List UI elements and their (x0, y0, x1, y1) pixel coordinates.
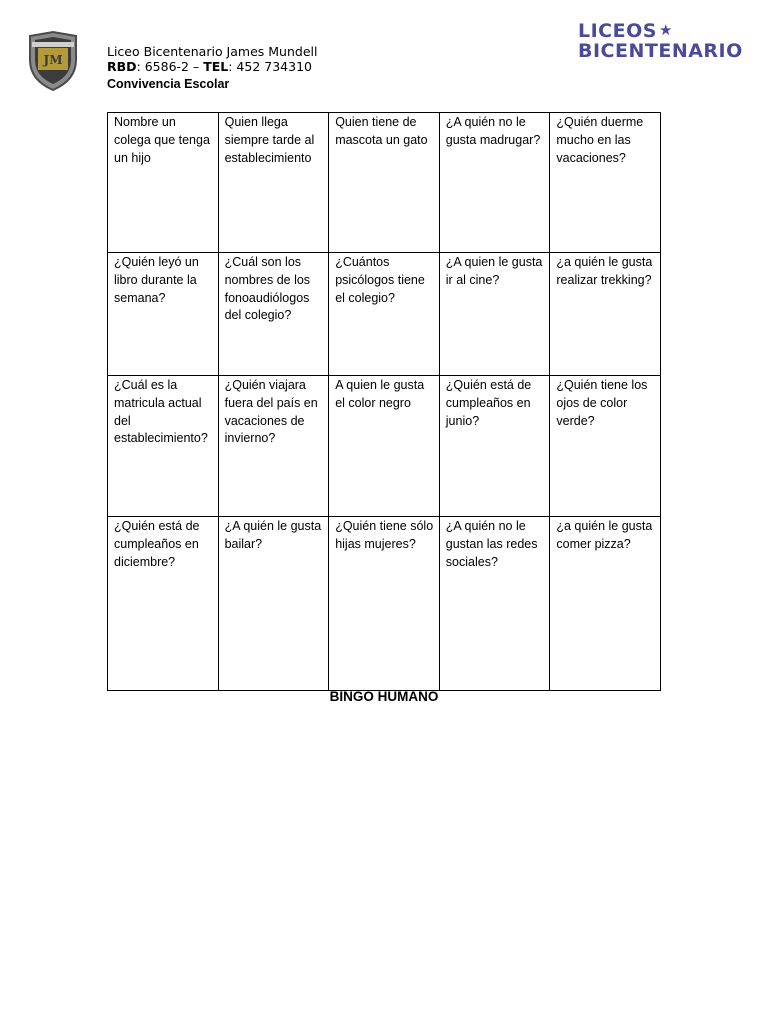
bingo-cell: ¿Quién leyó un libro durante la semana? (108, 253, 219, 376)
bingo-row (108, 517, 661, 691)
bingo-cell: ¿Quién tiene los ojos de color verde? (550, 376, 661, 517)
bingo-cell: ¿A quién le gusta bailar? (218, 517, 329, 691)
bingo-cell: ¿A quién no le gustan las redes sociales? (439, 517, 550, 691)
school-crest-logo (26, 30, 80, 92)
svg-text:JM: JM (43, 53, 63, 67)
bingo-cell: ¿Quién tiene sólo hijas mujeres? (329, 517, 440, 691)
bingo-cell: ¿Quién viajara fuera del país en vacaciones de invierno? (218, 376, 329, 517)
department-name: Convivencia Escolar (107, 77, 230, 91)
bingo-cell: ¿Quién está de cumpleaños en junio? (439, 376, 550, 517)
brand-line-1: LICEOS ★ (578, 20, 673, 42)
bingo-cell: ¿A quién no le gusta madrugar? (439, 113, 550, 253)
star-icon: ★ (658, 21, 673, 39)
bingo-cell: ¿Cuál es la matricula actual del establecimiento? (108, 376, 219, 517)
bingo-row (108, 253, 661, 376)
school-info (107, 44, 317, 92)
liceos-bicentenario-logo (578, 20, 743, 61)
tel-label: TEL (203, 59, 229, 74)
bingo-cell: ¿Quién duerme mucho en las vacaciones? (550, 113, 661, 253)
bingo-title: BINGO HUMANO (329, 689, 439, 704)
bingo-cell: ¿Cuál son los nombres de los fonoaudiólogos del colegio? (218, 253, 329, 376)
bingo-cell: Quien tiene de mascota un gato (329, 113, 440, 253)
bingo-row (108, 376, 661, 517)
bingo-cell: Quien llega siempre tarde al establecimiento (218, 113, 329, 253)
bingo-cell: ¿a quién le gusta comer pizza? (550, 517, 661, 691)
tel-value: : 452 734310 (228, 59, 312, 74)
rbd-label: RBD (107, 59, 137, 74)
bingo-row (108, 113, 661, 253)
bingo-cell: ¿A quien le gusta ir al cine? (439, 253, 550, 376)
bingo-grid (107, 112, 661, 691)
bingo-cell: ¿a quién le gusta realizar trekking? (550, 253, 661, 376)
bingo-cell: ¿Cuántos psicólogos tiene el colegio? (329, 253, 440, 376)
rbd-value: : 6586-2 – (136, 59, 204, 74)
school-contact (107, 59, 317, 74)
bingo-cell: ¿Quién está de cumpleaños en diciembre? (108, 517, 219, 691)
bingo-cell: A quien le gusta el color negro (329, 376, 440, 517)
bingo-cell: Nombre un colega que tenga un hijo (108, 113, 219, 253)
brand-line-2: BICENTENARIO (578, 40, 743, 62)
school-name: Liceo Bicentenario James Mundell (107, 44, 318, 59)
